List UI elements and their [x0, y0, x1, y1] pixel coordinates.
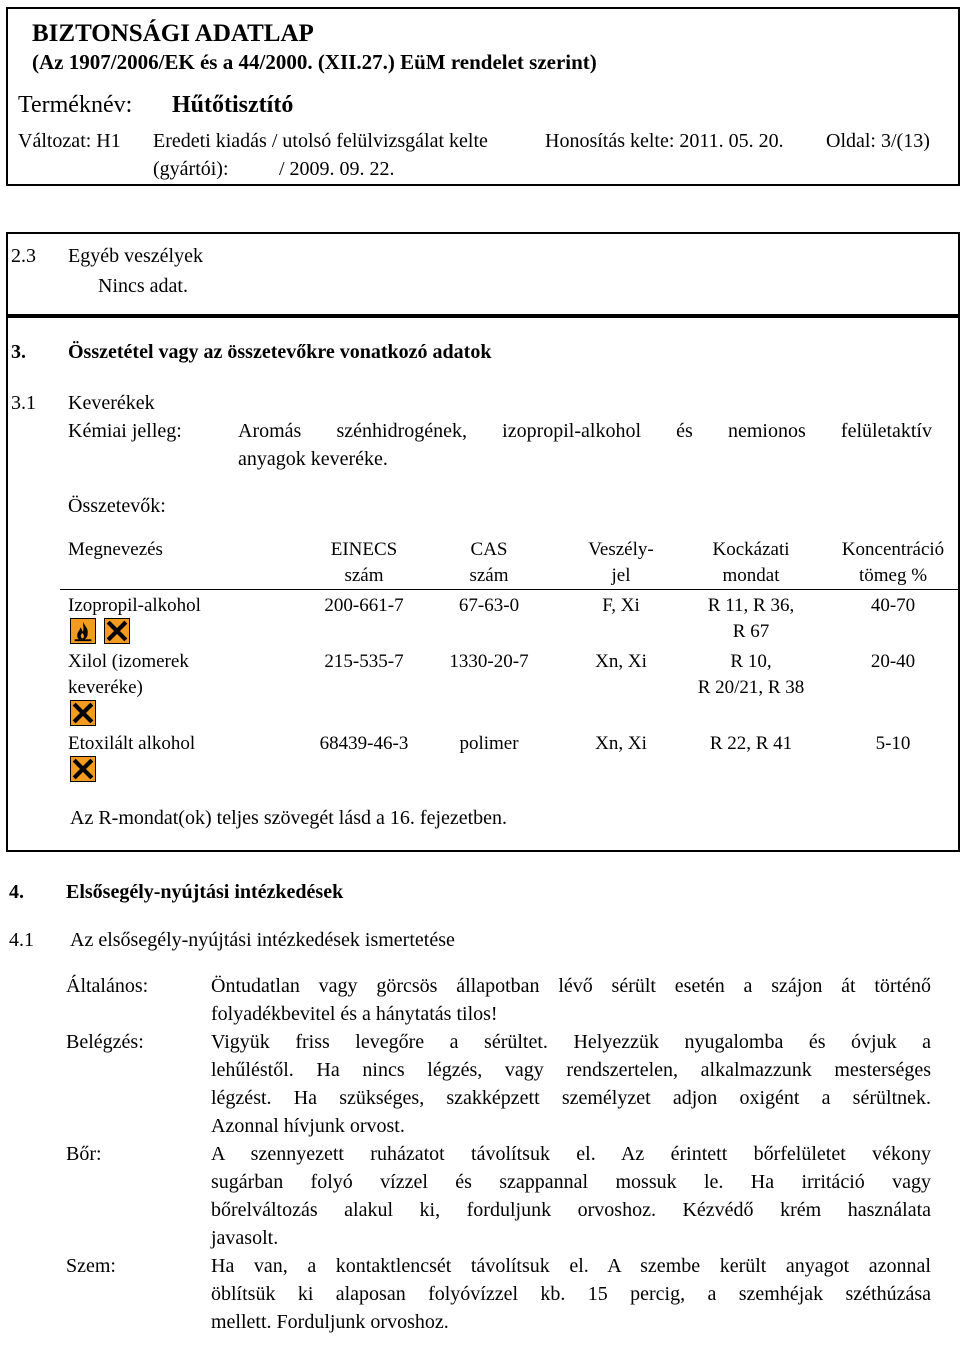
issue-label: Eredeti kiadás / utolsó felülvizsgálat kelte — [153, 130, 488, 152]
x-cross-icon — [104, 618, 130, 644]
table-header-einecs: EINECS — [330, 539, 398, 560]
issue-date: / 2009. 09. 22. — [279, 158, 395, 180]
first-aid-label-inhalation: Belégzés: — [66, 1031, 144, 1053]
chem-description-line: Aromás szénhidrogének, izopropil-alkohol és nemionos felületaktív — [238, 420, 932, 442]
table-header-symbol: jel — [611, 565, 631, 586]
table-header-risk: Kockázati — [712, 539, 790, 560]
table-cell-risk: R 67 — [732, 621, 770, 642]
version: Változat: H1 — [18, 130, 121, 152]
table-cell-name: Izopropil-alkohol — [68, 595, 201, 616]
table-cell-concentration: 5-10 — [875, 733, 911, 754]
table-cell-cas: 67-63-0 — [458, 595, 520, 616]
flame-icon — [70, 618, 96, 644]
table-cell-name: Etoxilált alkohol — [68, 733, 196, 754]
first-aid-text-line: javasolt. — [211, 1227, 279, 1249]
subsection-title: Az elsősegély-nyújtási intézkedések ismertetése — [70, 929, 455, 951]
section-number: 4. — [9, 881, 24, 903]
table-cell-risk: R 10, — [730, 651, 772, 672]
first-aid-label-general: Általános: — [66, 975, 149, 997]
table-header-symbol: Veszély- — [588, 539, 654, 560]
first-aid-text-line: Ha van, a kontaktlencsét távolítsuk el. A szembe került anyagot azonnal — [211, 1255, 931, 1277]
first-aid-text-line: A szennyezett ruházatot távolítsuk el. Az érintett bőrfelületet vékony — [211, 1143, 931, 1165]
x-cross-icon — [70, 756, 96, 782]
first-aid-text-line: lehűléstől. Ha nincs légzés, vagy rendszertelen, alkalmazzunk mesterséges — [211, 1059, 931, 1081]
table-cell-name: keveréke) — [68, 677, 143, 698]
first-aid-text-line: folyadékbevitel és a hánytatás tilos! — [211, 1003, 498, 1025]
section-2-3-box — [6, 232, 960, 316]
page-number: Oldal: 3/(13) — [826, 130, 930, 152]
table-cell-cas: 1330-20-7 — [449, 651, 529, 672]
first-aid-label-skin: Bőr: — [66, 1143, 102, 1165]
table-cell-symbol: Xn, Xi — [595, 733, 647, 754]
table-cell-einecs: 200-661-7 — [324, 595, 404, 616]
table-header-risk: mondat — [722, 565, 780, 586]
first-aid-text-line: légzést. Ha szükséges, szakképzett személyzet adjon oxigént a sérültnek. — [211, 1087, 931, 1109]
x-cross-icon — [71, 701, 95, 725]
table-cell-risk: R 20/21, R 38 — [697, 677, 805, 698]
section-title: Elsősegély-nyújtási intézkedések — [66, 881, 344, 903]
doc-title: BIZTONSÁGI ADATLAP — [32, 20, 314, 47]
table-header-concentration: Koncentráció — [841, 539, 945, 560]
r-phrase-note: Az R-mondat(ok) teljes szövegét lásd a 16. fejezetben. — [70, 807, 508, 829]
first-aid-text-line: Öntudatlan vagy görcsös állapotban lévő sérült esetén a szájon át történő — [211, 975, 931, 997]
first-aid-text-line: bőrelváltozás alakul ki, forduljunk orvoshoz. Kézvédő krém használata — [211, 1199, 931, 1221]
section-title: Összetétel vagy az összetevőkre vonatkozó adatok — [68, 341, 492, 363]
subsection-title: Keverékek — [68, 392, 155, 414]
table-cell-concentration: 20-40 — [870, 651, 916, 672]
subsection-number: 4.1 — [9, 929, 34, 951]
components-label: Összetevők: — [68, 495, 166, 517]
section-3-box — [6, 316, 960, 852]
table-cell-einecs: 215-535-7 — [324, 651, 404, 672]
table-header-cas: szám — [469, 565, 509, 586]
doc-subtitle: (Az 1907/2006/EK és a 44/2000. (XII.27.) EüM rendelet szerint) — [32, 50, 597, 74]
table-header-name: Megnevezés — [68, 539, 163, 560]
product-label: Terméknév: — [18, 92, 133, 118]
product-name: Hűtőtisztító — [172, 92, 294, 118]
subsection-number: 3.1 — [11, 392, 36, 414]
first-aid-text-line: sugárban folyó vízzel és szappannal mossuk le. Ha irritáció vagy — [211, 1171, 931, 1193]
first-aid-text-line: Azonnal hívjunk orvost. — [211, 1115, 405, 1137]
table-cell-concentration: 40-70 — [870, 595, 916, 616]
x-cross-icon — [105, 619, 129, 643]
x-cross-icon — [71, 757, 95, 781]
table-cell-symbol: F, Xi — [602, 595, 640, 616]
first-aid-text-line: Vigyük friss levegőre a sérültet. Helyezzük nyugalomba és óvjuk a — [211, 1031, 931, 1053]
table-cell-risk: R 22, R 41 — [709, 733, 793, 754]
section-number: 3. — [11, 341, 26, 363]
table-header-concentration: tömeg % — [858, 565, 928, 586]
issue-label-2: (gyártói): — [153, 158, 229, 180]
flame-icon — [71, 619, 95, 643]
first-aid-label-eye: Szem: — [66, 1255, 116, 1277]
x-cross-icon — [70, 700, 96, 726]
table-header-einecs: szám — [344, 565, 384, 586]
chem-label: Kémiai jelleg: — [68, 420, 182, 442]
first-aid-text-line: mellett. Forduljunk orvoshoz. — [211, 1311, 449, 1333]
table-cell-name: Xilol (izomerek — [68, 651, 189, 672]
chem-description-line: anyagok keveréke. — [238, 448, 388, 470]
header-box — [6, 7, 960, 186]
table-header-rule — [60, 589, 960, 590]
table-cell-risk: R 11, R 36, — [707, 595, 795, 616]
table-header-cas: CAS — [470, 539, 508, 560]
table-cell-cas: polimer — [459, 733, 519, 754]
section-number: 2.3 — [11, 245, 36, 267]
first-aid-text-line: öblítsük ki alaposan folyóvízzel kb. 15 percig, a szemhéjak széthúzása — [211, 1283, 931, 1305]
table-cell-symbol: Xn, Xi — [595, 651, 647, 672]
section-title: Egyéb veszélyek — [68, 245, 203, 267]
table-cell-einecs: 68439-46-3 — [319, 733, 409, 754]
section-text: Nincs adat. — [98, 275, 188, 297]
localization-date: Honosítás kelte: 2011. 05. 20. — [545, 130, 784, 152]
